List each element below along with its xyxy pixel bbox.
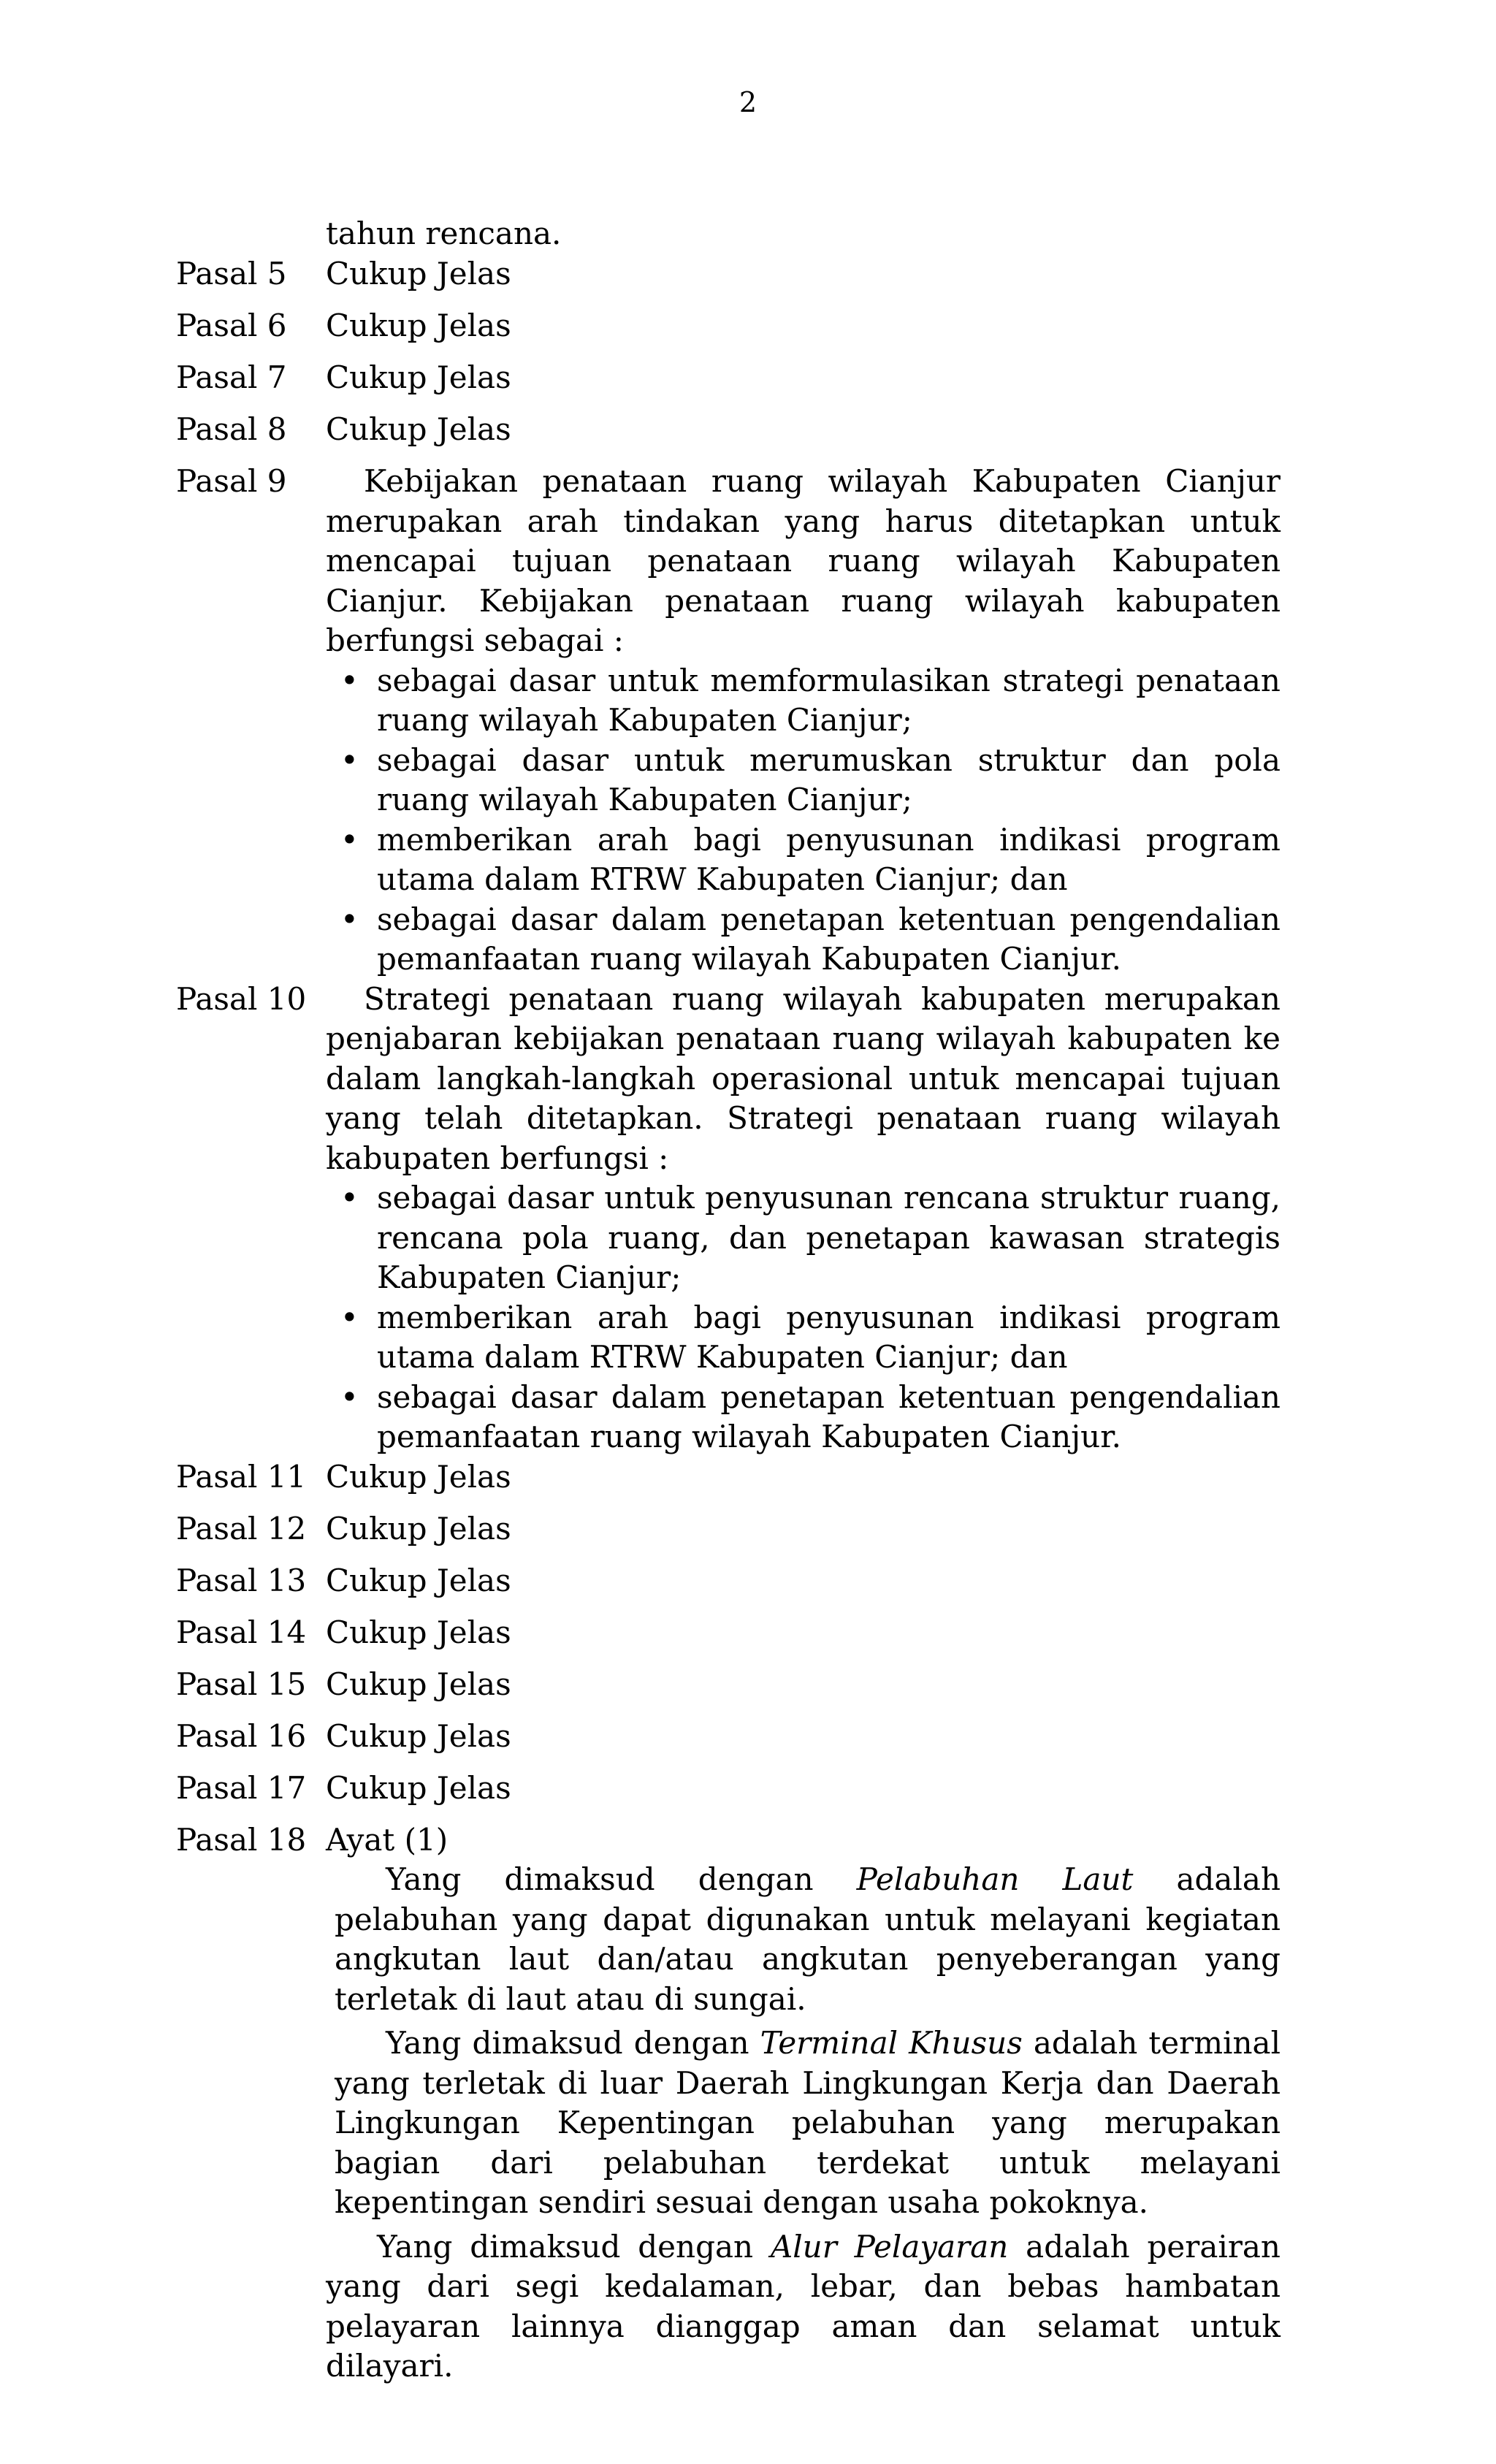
pasal-9-bullet-list — [326, 661, 1281, 980]
pasal-label: Pasal 12 — [176, 1510, 307, 1546]
pasal-row — [176, 1561, 1281, 1613]
list-item: • sebagai dasar dalam penetapan ketentuan pengendalian pemanfaatan ruang wilayah Kabupaten Cianjur. — [326, 900, 1281, 980]
list-item: • memberikan arah bagi penyusunan indikasi program utama dalam RTRW Kabupaten Cianjur; dan — [326, 820, 1281, 900]
ayat-paragraph — [335, 2024, 1281, 2223]
list-item: • sebagai dasar untuk merumuskan struktur dan pola ruang wilayah Kabupaten Cianjur; — [326, 741, 1281, 820]
pasal-label: Pasal 5 — [176, 256, 287, 291]
list-item: • sebagai dasar dalam penetapan ketentuan pengendalian pemanfaatan ruang wilayah Kabupaten Cianjur. — [326, 1378, 1281, 1457]
pasal-row — [176, 1665, 1281, 1717]
pasal-text: Cukup Jelas — [326, 1562, 511, 1598]
continuation-text: tahun rencana. — [326, 215, 562, 251]
pasal-label: Pasal 6 — [176, 308, 287, 343]
page-number: 2 — [739, 86, 757, 118]
pasal-text: Cukup Jelas — [326, 1666, 511, 1702]
pasal-row — [176, 254, 1281, 306]
pasal-label: Pasal 14 — [176, 1614, 307, 1650]
pasal-10-intro: Strategi penataan ruang wilayah kabupaten merupakan penjabaran kebijakan penataan ruang wilayah kabupaten ke dalam langkah-langkah operasional untuk mencapai tujuan yang telah ditetapkan. Strategi penataan ruang wilayah kabupaten berfungsi : — [326, 980, 1281, 1176]
paragraph-text: adalah pelabuhan yang dapat digunakan untuk melayani kegiatan angkutan laut dan/atau angkutan penyeberangan yang terletak di laut atau di sungai. — [335, 1861, 1281, 2017]
ayat-paragraph — [326, 2227, 1281, 2387]
pasal-text: Cukup Jelas — [326, 1458, 511, 1495]
pasal-label: Pasal 11 — [176, 1458, 307, 1495]
document-body — [176, 214, 1281, 2387]
pasal-10-body — [326, 980, 1281, 1457]
pasal-label: Pasal 10 — [176, 980, 307, 1017]
pasal-row — [176, 1717, 1281, 1769]
ayat-paragraph — [335, 1860, 1281, 2019]
pasal-text: Cukup Jelas — [326, 1614, 511, 1650]
pasal-row — [176, 306, 1281, 358]
pasal-label: Pasal 7 — [176, 359, 287, 395]
pasal-label: Pasal 13 — [176, 1562, 307, 1598]
pasal-label: Pasal 8 — [176, 411, 287, 447]
pasal-10-row — [176, 980, 1281, 1457]
ayat-label: Ayat (1) — [326, 1821, 449, 1858]
defined-term: Terminal Khusus — [760, 2025, 1023, 2061]
defined-term: Alur Pelayaran — [770, 2228, 1009, 2265]
paragraph-text: Yang dimaksud dengan — [377, 2228, 771, 2265]
pasal-label: Pasal 17 — [176, 1769, 307, 1806]
pasal-9-body — [326, 462, 1281, 980]
pasal-label: Pasal 9 — [176, 463, 287, 499]
pasal-text: Cukup Jelas — [326, 359, 511, 395]
pasal-9-intro: Kebijakan penataan ruang wilayah Kabupaten Cianjur merupakan arah tindakan yang harus ditetapkan untuk mencapai tujuan penataan ruang wilayah Kabupaten Cianjur. Kebijakan penataan ruang wilayah kabupaten berfungsi sebagai : — [326, 463, 1281, 658]
pasal-18-row — [176, 1820, 1281, 2387]
defined-term: Pelabuhan Laut — [856, 1861, 1134, 1897]
pasal-text: Cukup Jelas — [326, 1510, 511, 1546]
pasal-text: Cukup Jelas — [326, 308, 511, 343]
paragraph-text: adalah terminal yang terletak di luar Daerah Lingkungan Kerja dan Daerah Lingkungan Kepentingan pelabuhan yang merupakan bagian dari pelabuhan terdekat untuk melayani kepentingan sendiri sesuai dengan usaha pokoknya. — [335, 2025, 1281, 2220]
pasal-10-bullet-list — [326, 1178, 1281, 1457]
paragraph-text: Yang dimaksud dengan — [386, 2025, 760, 2061]
list-item: • sebagai dasar untuk memformulasikan strategi penataan ruang wilayah Kabupaten Cianjur; — [326, 661, 1281, 741]
ayat-1-body — [326, 1860, 1281, 2387]
paragraph-text: adalah perairan yang dari segi kedalaman, lebar, dan bebas hambatan pelayaran lainnya dianggap aman dan selamat untuk dilayari. — [326, 2228, 1281, 2384]
pasal-text: Cukup Jelas — [326, 411, 511, 447]
pasal-text: Cukup Jelas — [326, 1717, 511, 1754]
list-item: • sebagai dasar untuk penyusunan rencana struktur ruang, rencana pola ruang, dan penetapan kawasan strategis Kabupaten Cianjur; — [326, 1178, 1281, 1298]
pasal-18-body — [326, 1820, 1281, 2387]
pasal-row — [176, 1457, 1281, 1509]
pasal-row — [176, 1509, 1281, 1561]
pasal-row — [176, 410, 1281, 462]
pasal-text: Cukup Jelas — [326, 256, 511, 291]
pasal-label: Pasal 18 — [176, 1821, 307, 1858]
pasal-row — [176, 1613, 1281, 1665]
pasal-row — [176, 1769, 1281, 1820]
list-item: • memberikan arah bagi penyusunan indikasi program utama dalam RTRW Kabupaten Cianjur; dan — [326, 1298, 1281, 1378]
pasal-label: Pasal 15 — [176, 1666, 307, 1702]
paragraph-text: Yang dimaksud dengan — [386, 1861, 857, 1897]
pasal-9-row — [176, 462, 1281, 980]
pasal-label: Pasal 16 — [176, 1717, 307, 1754]
pasal-text: Cukup Jelas — [326, 1769, 511, 1806]
continuation-row — [176, 214, 1281, 254]
pasal-row — [176, 358, 1281, 410]
